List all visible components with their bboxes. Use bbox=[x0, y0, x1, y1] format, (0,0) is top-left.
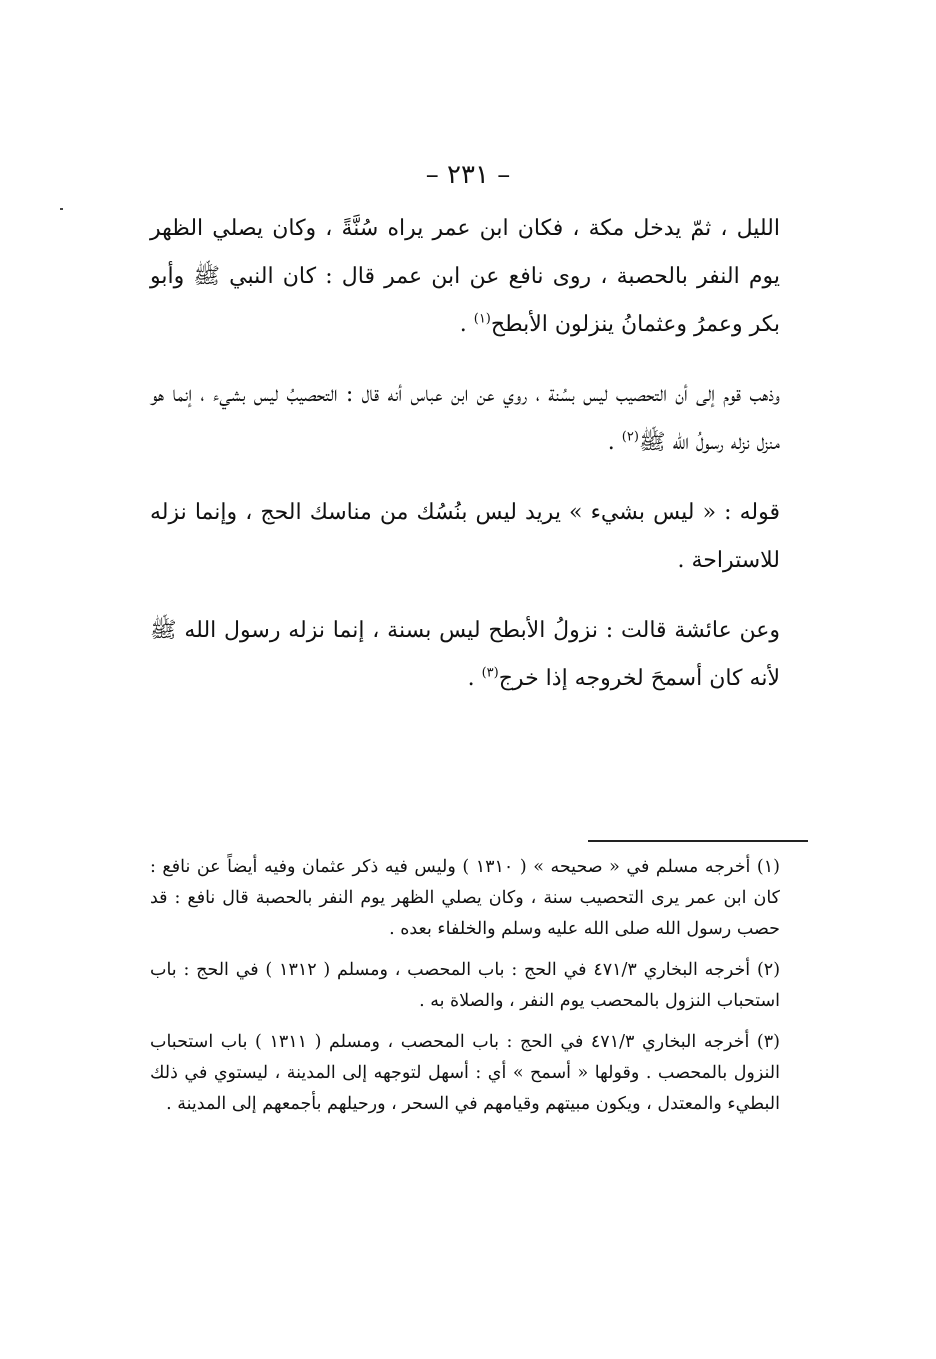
footnote-ref-3: (٣) bbox=[481, 665, 499, 681]
paragraph-2-text: وذهب قوم إلى أن التحصيب ليس بسُنة ، روي عن ابن عباس أنه قال : التحصيبُ ليس بشيء ، إنما هو منزل نزله رسولُ الله ﷺ bbox=[150, 382, 780, 455]
paragraph-2 bbox=[150, 371, 780, 467]
paragraph-4 bbox=[150, 607, 780, 703]
paragraph-3-text: قوله : « ليس بشيء » يريد ليس بنُسُك من مناسك الحج ، وإنما نزله للاستراحة . bbox=[150, 500, 780, 573]
paragraph-1 bbox=[150, 205, 780, 349]
footnote-ref-2: (٢) bbox=[621, 429, 639, 445]
stray-ink-mark bbox=[60, 208, 63, 210]
paragraph-1-text: الليل ، ثمّ يدخل مكة ، فكان ابن عمر يراه سُنَّةً ، وكان يصلي الظهر يوم النفر بالحصبة ، روى نافع عن ابن عمر قال : كان النبي ﷺ وأبو بكر وعمرُ وعثمانُ ينزلون الأبطح bbox=[150, 216, 780, 337]
footnote-2: (٢) أخرجه البخاري ٤٧١/٣ في الحج : باب المحصب ، ومسلم ( ١٣١٢ ) في الحج : باب استحباب النزول بالمحصب يوم النفر ، والصلاة به . bbox=[150, 960, 781, 1011]
footnote-ref-1: (١) bbox=[473, 311, 491, 327]
paragraph-2-end: . bbox=[607, 430, 622, 455]
main-text bbox=[150, 205, 780, 725]
footnote-separator bbox=[588, 840, 808, 842]
footnotes bbox=[150, 852, 780, 1130]
paragraph-4-text: وعن عائشة قالت : نزولُ الأبطح ليس بسنة ، إنما نزله رسول الله ﷺ لأنه كان أسمحَ لخروجه إذا خرج bbox=[150, 618, 780, 691]
footnote-3: (٣) أخرجه البخاري ٤٧١/٣ في الحج : باب المحصب ، ومسلم ( ١٣١١ ) باب استحباب النزول بالمحصب . وقولها « أسمح » أي : أسهل لتوجهه إلى المدينة ، ليستوي في ذلك البطيء والمعتدل ، ويكون مبيتهم وقيامهم في السحر ، ورحيلهم بأجمعهم إلى المدينة . bbox=[150, 1032, 780, 1114]
paragraph-3 bbox=[150, 489, 780, 585]
paragraph-1-end: . bbox=[459, 312, 474, 337]
paragraph-4-end: . bbox=[467, 666, 482, 691]
footnote-1: (١) أخرجه مسلم في « صحيحه » ( ١٣١٠ ) وليس فيه ذكر عثمان وفيه أيضاً عن نافع : كان ابن عمر يرى التحصيب سنة ، وكان يصلي الظهر يوم النفر بالحصبة قال نافع : قد حصب رسول الله صلى الله عليه وسلم والخلفاء بعده . bbox=[150, 857, 780, 939]
page-number: – ٢٣١ – bbox=[425, 160, 511, 190]
